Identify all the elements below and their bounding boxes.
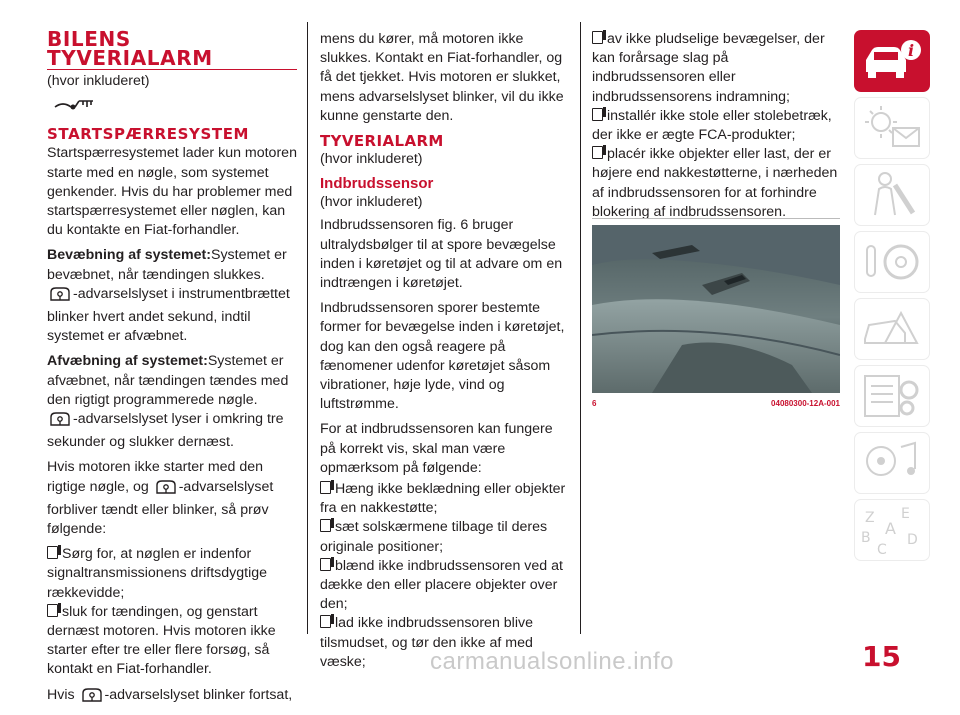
- tab-driving[interactable]: [854, 231, 930, 293]
- page-number: 15: [862, 640, 901, 673]
- immobilizer-warning-icon: [48, 286, 72, 308]
- chapter-sidebar: [854, 30, 930, 566]
- column-1: [47, 27, 297, 715]
- checkbox-bullet-icon: [320, 481, 331, 494]
- heading-note: (hvor inkluderet): [320, 194, 423, 211]
- tab-emergency[interactable]: [854, 298, 930, 360]
- figure-top-rule: [592, 218, 840, 219]
- list-item: Sørg for, at nøglen er indenfor signaltransmissionens driftsdygtige rækkevidde;: [47, 546, 268, 601]
- list-item: installér ikke stole eller stolebetræk, der ikke er ægte FCA-produkter;: [592, 107, 832, 144]
- paragraph: Hvis -advarselslyset blinker fortsat,: [47, 686, 297, 709]
- checkbox-bullet-icon: [320, 615, 331, 628]
- multimedia-icon: [855, 433, 929, 493]
- svg-text:E: E: [901, 506, 910, 522]
- maintenance-icon: [855, 366, 929, 426]
- column-3: [592, 30, 842, 222]
- heading-note: (hvor inkluderet): [47, 73, 150, 89]
- immobilizer-warning-icon: [154, 479, 178, 501]
- immobilizer-icon: [53, 95, 297, 121]
- list-item: blænd ikke indbrudssensoren ved at dække den eller placere objekter over den;: [320, 557, 563, 613]
- section-heading-startspaerre: STARTSPÆRRESYSTEM: [47, 125, 250, 144]
- column-2: [320, 30, 572, 672]
- subheading-indbrudssensor: Indbrudssensor: [320, 175, 434, 193]
- watermark: carmanualsonline.info: [430, 648, 674, 675]
- heading-note: (hvor inkluderet): [320, 151, 423, 168]
- paragraph: Startspærresystemet lader kun motoren starte med en nøgle, som systemet genkender. Hvis du har problemer med startspærresystemet eller nøglen, kan du kontakte en Fiat-forhandler.: [47, 145, 297, 239]
- svg-text:C: C: [877, 542, 887, 558]
- list-item: sluk for tændingen, og genstart dernæst motoren. Hvis motoren ikke starter efter tre eller flere forsøg, så kontakt en Fiat-forhandler.: [47, 603, 276, 678]
- checkbox-bullet-icon: [592, 31, 603, 44]
- tab-multimedia[interactable]: [854, 432, 930, 494]
- intrusion-sensor-photo: [592, 225, 840, 393]
- figure-number: 6: [592, 399, 597, 408]
- checkbox-bullet-icon: [47, 604, 58, 617]
- list-item: Hæng ikke beklædning eller objekter fra en nakkestøtte;: [320, 481, 566, 517]
- figure-code: 04080300-12A-001: [771, 399, 840, 408]
- figure-caption: [592, 399, 840, 408]
- checkbox-bullet-icon: [592, 108, 603, 121]
- paragraph: For at indbrudssensoren kan fungere på korrekt vis, skal man være opmærksom på følgende:: [320, 421, 553, 476]
- paragraph: Afvæbning af systemet:Systemet er afvæbnet, når tændingen tændes med den rigtigt programmerede nøgle. -advarselslyset lyser i omkring tre sekunder og slukker dernæst.: [47, 353, 289, 451]
- svg-text:i: i: [908, 41, 915, 60]
- paragraph: Indbrudssensoren fig. 6 bruger ultralydsbølger til at spore bevægelse inden i køretøjet og til at advare om en indtrængen i køretøjet.: [320, 217, 563, 292]
- tab-car-info[interactable]: [854, 30, 930, 92]
- immobilizer-warning-icon: [48, 411, 72, 433]
- checkbox-bullet-icon: [592, 146, 603, 159]
- section-heading-tyverialarm: TYVERIALARM: [320, 132, 444, 151]
- tab-index[interactable]: [854, 499, 930, 561]
- svg-text:D: D: [907, 532, 918, 548]
- chapter-heading: BILENS TYVERIALARM: [47, 30, 297, 70]
- list-item: placér ikke objekter eller last, der er højere end nakkestøtterne, i nærheden af indbrudssensoren for at forhindre blokering af indbrudssensoren.: [592, 146, 838, 220]
- column-divider: [307, 22, 308, 634]
- driving-icon: [855, 232, 929, 292]
- list-item: lad ikke indbrudssensoren blive tilsmudset, og tør den ikke af med væske;: [320, 615, 533, 670]
- checkbox-bullet-icon: [47, 546, 58, 559]
- paragraph: Hvis motoren ikke starter med den rigtige nøgle, og -advarselslyset forbliver tændt eller blinker, så prøv følgende:: [47, 459, 274, 538]
- warning-lights-icon: [855, 98, 929, 158]
- car-info-icon: [854, 30, 930, 92]
- immobilizer-warning-icon: [80, 687, 104, 709]
- checkbox-bullet-icon: [320, 558, 331, 571]
- paragraph: Bevæbning af systemet:Systemet er bevæbnet, når tændingen slukkes. -advarselslyset i instrumentbrættet blinker hvert andet sekund, indtil systemet er afvæbnet.: [47, 247, 290, 345]
- column-divider: [580, 22, 581, 634]
- index-icon: [855, 500, 929, 560]
- tab-safety[interactable]: [854, 164, 930, 226]
- list-item: sæt solskærmene tilbage til deres originale positioner;: [320, 519, 548, 555]
- checkbox-bullet-icon: [320, 519, 331, 532]
- svg-text:Z: Z: [865, 510, 875, 526]
- svg-text:A: A: [885, 519, 896, 538]
- tab-warning-lights[interactable]: [854, 97, 930, 159]
- paragraph: Indbrudssensoren sporer bestemte former for bevægelse inden i køretøjet, dog kan den også reagere på fænomener udenfor køretøjet såsom vibrationer, høje lyde, vind og luftstrømme.: [320, 300, 565, 413]
- emergency-icon: [855, 299, 929, 359]
- figure-6: [592, 218, 840, 408]
- list-item: av ikke pludselige bevægelser, der kan forårsage slag på indbrudssensoren eller indbrudssensorens indramning;: [592, 31, 825, 105]
- paragraph: mens du kører, må motoren ikke slukkes. Kontakt en Fiat-forhandler, og få det tjekket. Hvis motoren er slukket, mens advarselslyset blinker, vil du ikke kunne genstarte den.: [320, 31, 564, 124]
- tab-maintenance[interactable]: [854, 365, 930, 427]
- svg-text:B: B: [861, 530, 871, 546]
- safety-icon: [855, 165, 929, 225]
